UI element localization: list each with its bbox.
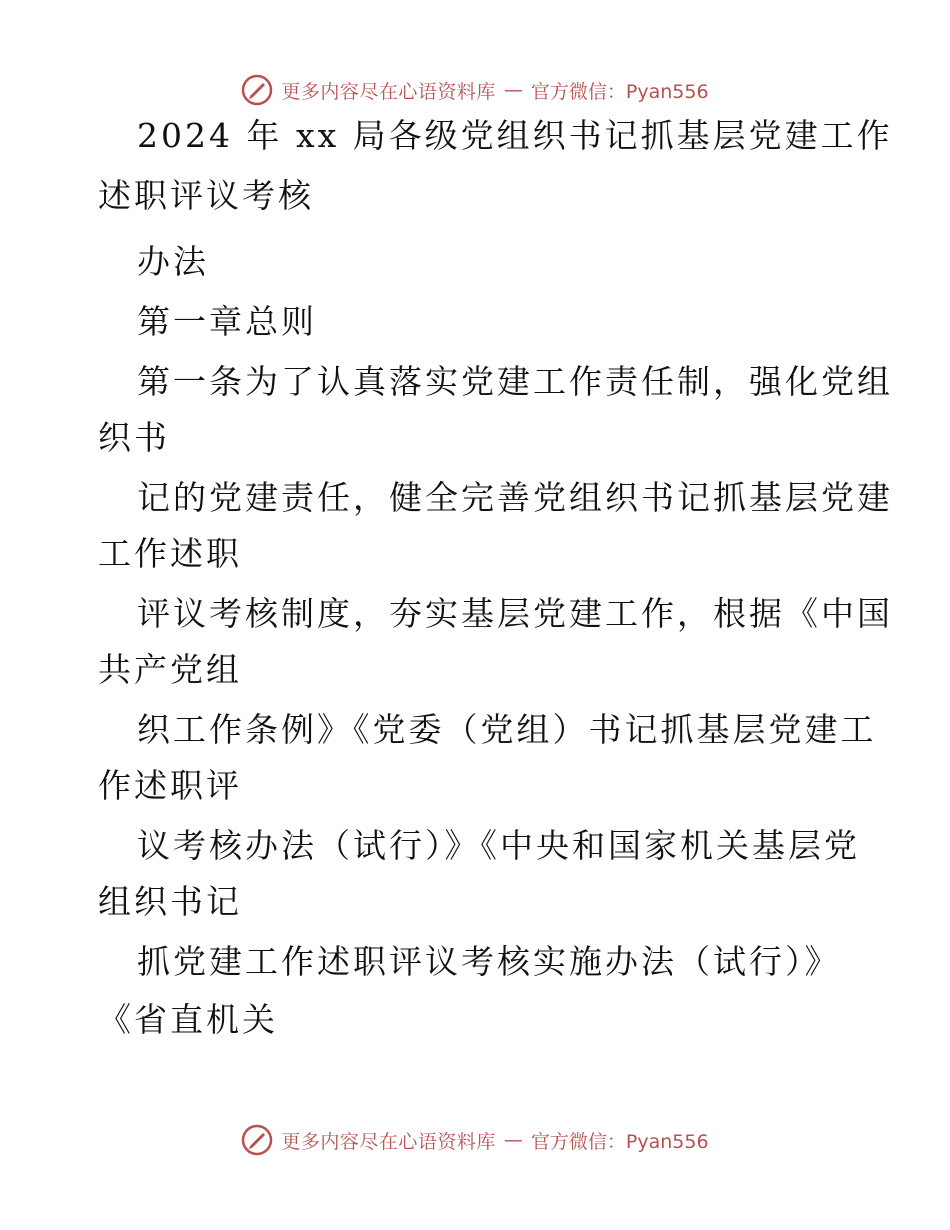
watermark-dash: — — [503, 1129, 523, 1151]
footer-watermark — [0, 1120, 950, 1160]
paragraph-line: 工作述职 — [98, 534, 242, 573]
watermark-text: 更多内容尽在心语资料库 — [281, 1130, 496, 1153]
title-line-3: 办法 — [137, 242, 209, 281]
title-line-1: 2024 年 xx 局各级党组织书记抓基层党建工作 — [137, 116, 893, 155]
watermark-text: 更多内容尽在心语资料库 — [281, 80, 496, 103]
paragraph-line: 织书 — [98, 418, 170, 457]
watermark-dash: — — [503, 79, 523, 101]
quill-pen-logo-icon — [241, 1124, 273, 1156]
paragraph-line: 组织书记 — [98, 882, 242, 921]
paragraph-line: 抓党建工作述职评议考核实施办法（试行）》 — [137, 942, 841, 981]
paragraph-line: 议考核办法（试行）》《中央和国家机关基层党 — [137, 826, 860, 865]
paragraph-line: 《省直机关 — [98, 1000, 278, 1039]
title-line-2: 述职评议考核 — [98, 176, 314, 215]
paragraph-line: 第一条为了认真落实党建工作责任制，强化党组 — [137, 362, 893, 401]
chapter-heading: 第一章总则 — [137, 302, 317, 341]
paragraph-line: 共产党组 — [98, 650, 242, 689]
paragraph-line: 作述职评 — [98, 766, 242, 805]
watermark-wechat: 官方微信：Pyan556 — [530, 80, 709, 103]
paragraph-line: 记的党建责任，健全完善党组织书记抓基层党建 — [137, 478, 893, 517]
paragraph-line: 织工作条例》《党委（党组）书记抓基层党建工 — [137, 710, 877, 749]
quill-pen-logo-icon — [241, 74, 273, 106]
header-watermark — [0, 70, 950, 110]
watermark-wechat: 官方微信：Pyan556 — [530, 1130, 709, 1153]
paragraph-line: 评议考核制度，夯实基层党建工作，根据《中国 — [137, 594, 893, 633]
